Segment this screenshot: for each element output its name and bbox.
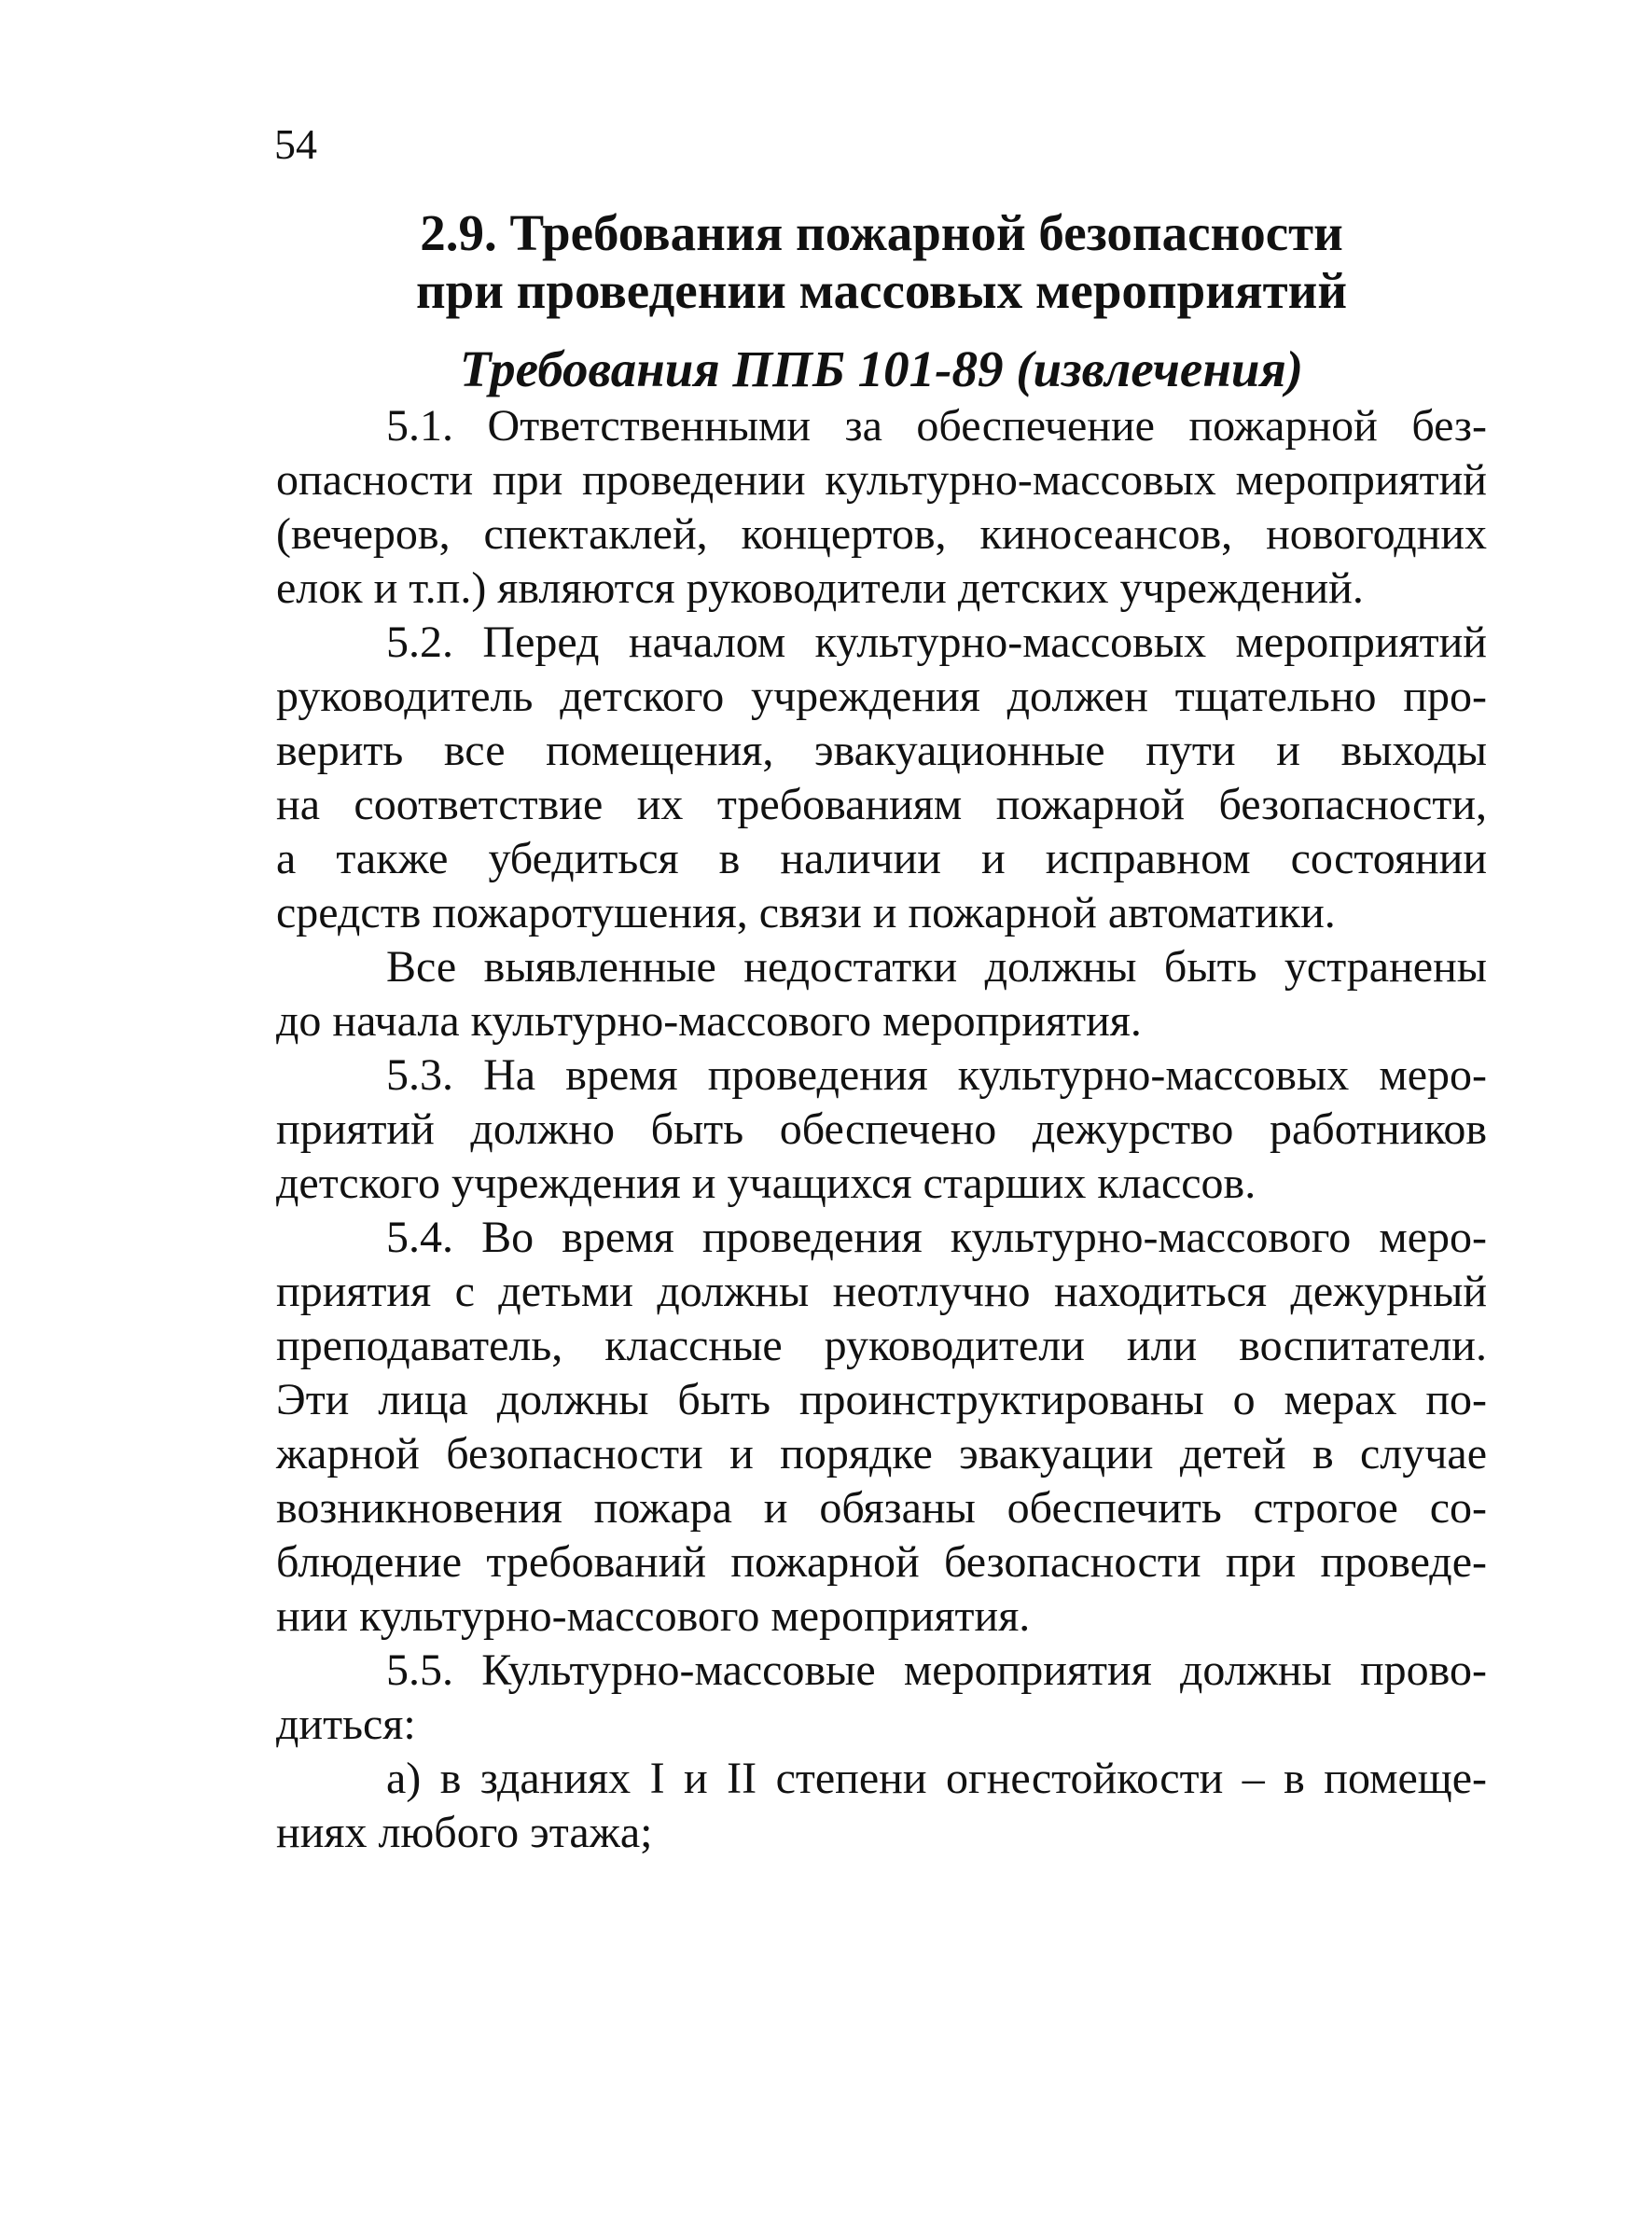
text-line: диться:: [276, 1700, 416, 1749]
paragraph-5-5-a: [276, 1752, 1487, 1860]
text-line: а) в зданиях I и II степени огнестойкости – в помеще-: [386, 1754, 1487, 1803]
text-line: а также убедиться в наличии и исправном состоянии: [276, 834, 1487, 883]
section-title-line-1: 2.9. Требования пожарной безопасности: [420, 204, 1343, 261]
text-line: елок и т.п.) являются руководители детских учреждений.: [276, 563, 1364, 613]
text-line: верить все помещения, эвакуационные пути и выходы: [276, 726, 1487, 775]
paragraph-5-5: [276, 1644, 1487, 1752]
text-line: 5.3. На время проведения культурно-массовых меро-: [386, 1050, 1487, 1100]
text-line: жарной безопасности и порядке эвакуации детей в случае: [276, 1429, 1487, 1478]
section-subtitle: Требования ППБ 101-89 (извлечения): [459, 340, 1304, 397]
text-line: детского учреждения и учащихся старших классов.: [276, 1159, 1256, 1208]
paragraph-5-1: [276, 399, 1487, 616]
text-line: возникновения пожара и обязаны обеспечить строгое со-: [276, 1483, 1487, 1533]
text-line: нии культурно-массового мероприятия.: [276, 1591, 1031, 1641]
paragraph-deficiencies: [276, 940, 1487, 1048]
text-line: преподаватель, классные руководители или воспитатели.: [276, 1321, 1487, 1370]
text-line: ниях любого этажа;: [276, 1808, 653, 1857]
page-number: 54: [274, 120, 317, 168]
text-line: руководитель детского учреждения должен тщательно про-: [276, 672, 1487, 721]
text-line: 5.1. Ответственными за обеспечение пожарной без-: [386, 401, 1487, 451]
text-line: (вечеров, спектаклей, концертов, киносеансов, новогодних: [276, 509, 1487, 559]
text-line: до начала культурно-массового мероприятия.: [276, 996, 1142, 1046]
text-line: 5.5. Культурно-массовые мероприятия должны прово-: [386, 1645, 1487, 1695]
text-line: приятия с детьми должны неотлучно находиться дежурный: [276, 1267, 1487, 1316]
paragraph-5-4: [276, 1211, 1487, 1644]
text-line: средств пожаротушения, связи и пожарной автоматики.: [276, 888, 1336, 937]
document-body: [276, 399, 1487, 1860]
text-line: Все выявленные недостатки должны быть устранены: [386, 942, 1487, 992]
text-line: на соответствие их требованиям пожарной безопасности,: [276, 780, 1487, 829]
text-line: Эти лица должны быть проинструктированы о мерах по-: [276, 1375, 1487, 1424]
paragraph-5-3: [276, 1048, 1487, 1211]
text-line: 5.4. Во время проведения культурно-массового меро-: [386, 1213, 1487, 1262]
section-title-line-2: при проведении массовых мероприятий: [415, 262, 1348, 319]
text-line: блюдение требований пожарной безопасности при проведе-: [276, 1537, 1487, 1587]
paragraph-5-2: [276, 616, 1487, 940]
text-line: приятий должно быть обеспечено дежурство работников: [276, 1104, 1487, 1154]
text-line: 5.2. Перед началом культурно-массовых мероприятий: [386, 618, 1487, 667]
text-line: опасности при проведении культурно-массовых мероприятий: [276, 455, 1487, 505]
